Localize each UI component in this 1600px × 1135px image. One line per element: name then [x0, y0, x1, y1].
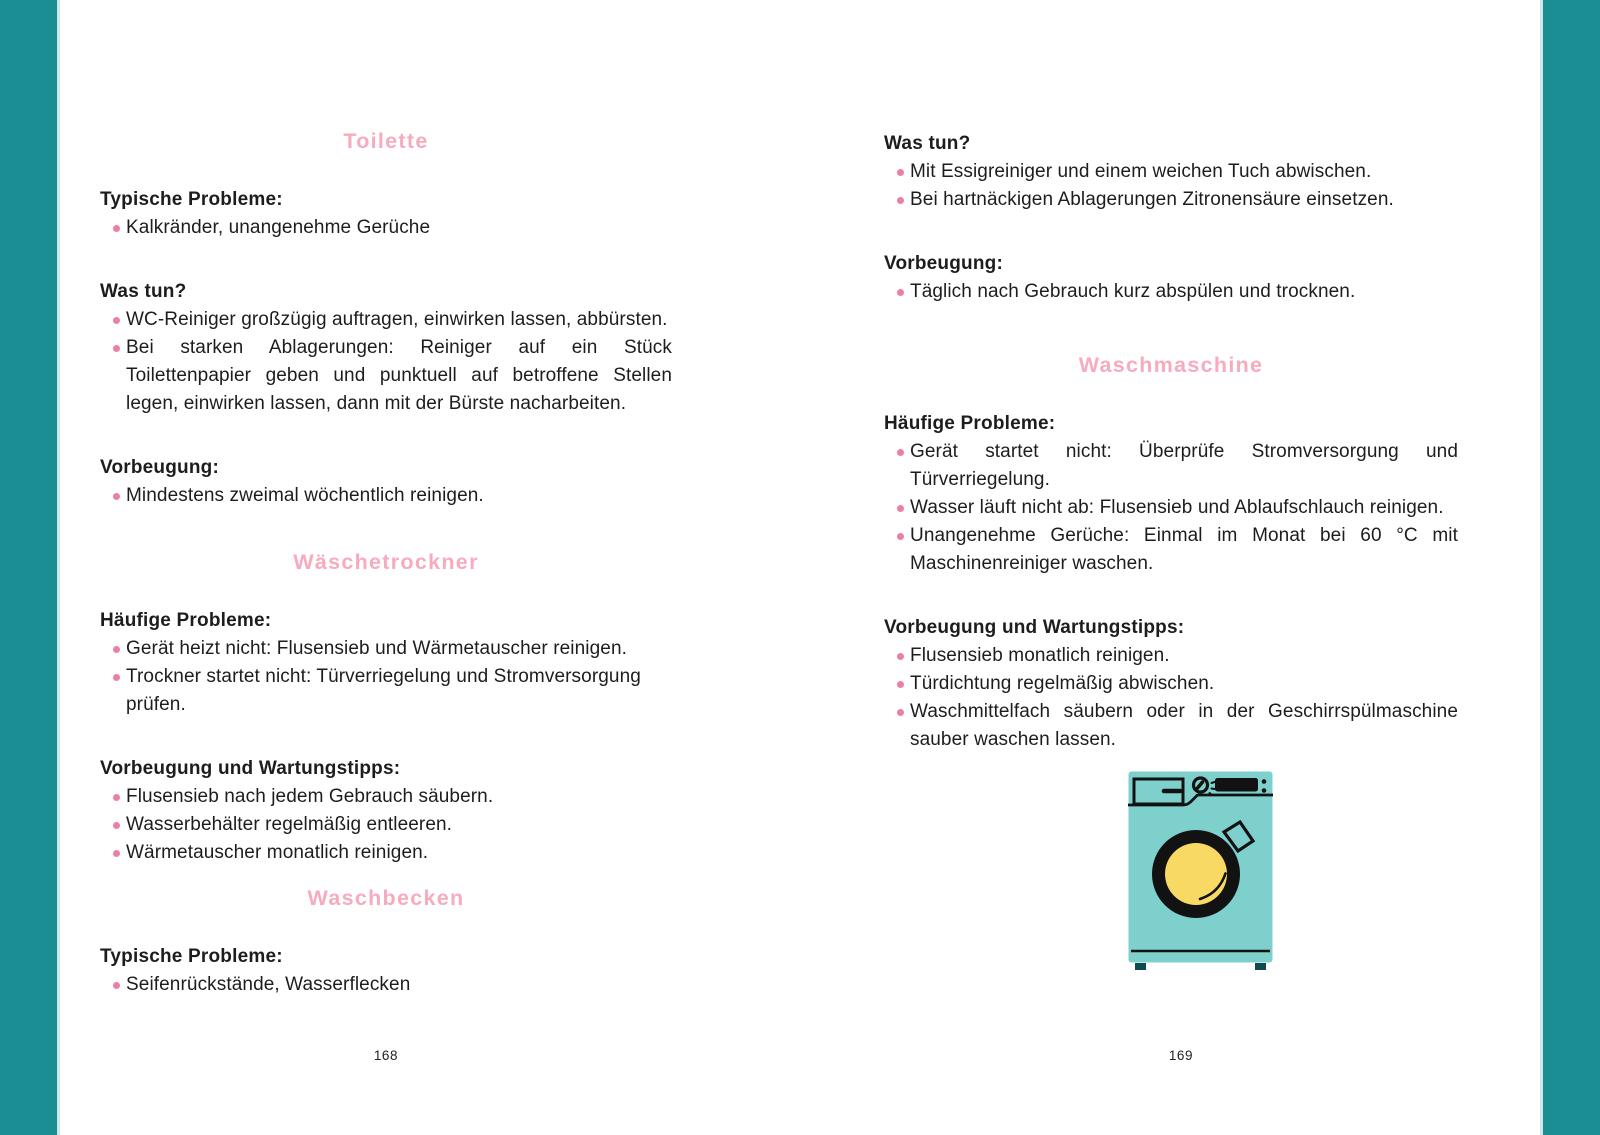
group — [884, 130, 1458, 214]
group — [100, 186, 672, 242]
left-edge-band — [0, 0, 60, 1135]
group-label: Häufige Probleme: — [100, 610, 272, 631]
page-left — [100, 0, 672, 1135]
bullet-dot-icon — [897, 533, 904, 540]
list-item — [884, 186, 1458, 214]
group — [884, 410, 1458, 578]
bullet-text: Mindestens zweimal wöchentlich reinigen. — [126, 485, 484, 506]
group-label: Was tun? — [884, 133, 971, 154]
list-item — [100, 971, 672, 999]
bullet-dot-icon — [113, 317, 120, 324]
door-window — [1165, 843, 1227, 905]
section-waeschetrockner — [100, 549, 672, 867]
group-label: Vorbeugung und Wartungstipps: — [100, 758, 401, 779]
bullet-text: Mit Essigreiniger und einem weichen Tuch abwischen. — [910, 161, 1372, 182]
group-label: Vorbeugung: — [884, 253, 1003, 274]
section-waschbecken — [100, 885, 672, 999]
bullet-dot-icon — [113, 646, 120, 653]
bullet-text: Täglich nach Gebrauch kurz abspülen und trocknen. — [910, 281, 1356, 302]
section-heading: Toilette — [343, 129, 429, 153]
indicator-dot — [1262, 788, 1267, 793]
bullet-dot-icon — [113, 982, 120, 989]
right-edge-band — [1540, 0, 1600, 1135]
bullet-text: Türdichtung regelmäßig abwischen. — [910, 673, 1215, 694]
section-heading: Wäschetrockner — [293, 550, 479, 574]
list-item — [100, 635, 672, 663]
group — [100, 943, 672, 999]
page-right — [884, 0, 1458, 1135]
bullet-dot-icon — [113, 345, 120, 352]
bullet-text: Trockner startet nicht: Türverriegelung und Stromversorgung prüfen. — [126, 666, 641, 715]
bullet-dot-icon — [897, 653, 904, 660]
section-heading: Waschbecken — [307, 886, 465, 910]
group-label: Vorbeugung und Wartungstipps: — [884, 617, 1185, 638]
bullet-text: Unangenehme Gerüche: Einmal im Monat bei 60 °C mit Maschinenreiniger waschen. — [910, 525, 1458, 574]
bullet-dot-icon — [113, 850, 120, 857]
bullet-dot-icon — [113, 822, 120, 829]
group-label: Typische Probleme: — [100, 189, 283, 210]
page-number-left: 168 — [373, 1048, 399, 1063]
bullet-dot-icon — [897, 289, 904, 296]
group — [100, 607, 672, 719]
bullet-text: Bei hartnäckigen Ablagerungen Zitronensäure einsetzen. — [910, 189, 1394, 210]
bullet-dot-icon — [113, 225, 120, 232]
bullet-text: Wasserbehälter regelmäßig entleeren. — [126, 814, 453, 835]
washing-machine-illustration — [1128, 771, 1273, 971]
list-item — [884, 494, 1458, 522]
bullet-dot-icon — [897, 197, 904, 204]
group-label: Häufige Probleme: — [884, 413, 1056, 434]
list-item — [884, 698, 1458, 754]
list-item — [100, 839, 672, 867]
group — [100, 755, 672, 867]
list-item — [100, 306, 672, 334]
list-item — [100, 663, 672, 719]
bullet-dot-icon — [897, 709, 904, 716]
list-item — [884, 670, 1458, 698]
indicator-dot — [1262, 779, 1267, 784]
list-item — [884, 158, 1458, 186]
bullet-text: Waschmittelfach säubern oder in der Geschirrspülmaschine sauber waschen lassen. — [910, 701, 1458, 750]
group — [100, 278, 672, 418]
list-item — [884, 522, 1458, 578]
bullet-text: Flusensieb nach jedem Gebrauch säubern. — [126, 786, 494, 807]
bullet-dot-icon — [897, 505, 904, 512]
bullet-text: Wasser läuft nicht ab: Flusensieb und Ablaufschlauch reinigen. — [910, 497, 1444, 518]
list-item — [884, 642, 1458, 670]
section-toilette — [100, 128, 672, 510]
section-heading: Waschmaschine — [1078, 353, 1264, 377]
bullet-dot-icon — [113, 493, 120, 500]
bullet-dot-icon — [113, 674, 120, 681]
machine-foot — [1255, 963, 1266, 970]
list-item — [884, 438, 1458, 494]
machine-foot — [1135, 963, 1146, 970]
bullet-dot-icon — [897, 169, 904, 176]
page-number-right: 169 — [1168, 1048, 1194, 1063]
group-label: Vorbeugung: — [100, 457, 219, 478]
bullet-text: Seifenrückstände, Wasserflecken — [126, 974, 411, 995]
section-waschmaschine — [884, 352, 1458, 754]
bullet-text: Bei starken Ablagerungen: Reiniger auf ein Stück Toilettenpapier geben und punktuell auf betroffene Stellen legen, einwirken lassen, dann mit der Bürste nacharbeiten. — [126, 337, 672, 414]
group — [884, 614, 1458, 754]
group — [884, 250, 1458, 306]
list-item — [100, 482, 672, 510]
bullet-dot-icon — [897, 449, 904, 456]
list-item — [884, 278, 1458, 306]
list-item — [100, 334, 672, 418]
bullet-text: Wärmetauscher monatlich reinigen. — [126, 842, 429, 863]
bullet-text: Gerät startet nicht: Überprüfe Stromversorgung und Türverriegelung. — [910, 441, 1458, 490]
group-label: Typische Probleme: — [100, 946, 283, 967]
group — [100, 454, 672, 510]
section-waschbecken-continued — [884, 130, 1458, 306]
bullet-text: Flusensieb monatlich reinigen. — [910, 645, 1170, 666]
bullet-text: Kalkränder, unangenehme Gerüche — [126, 217, 431, 238]
list-item — [100, 783, 672, 811]
display-panel — [1215, 778, 1258, 792]
bullet-dot-icon — [897, 681, 904, 688]
group-label: Was tun? — [100, 281, 187, 302]
bullet-text: WC-Reiniger großzügig auftragen, einwirken lassen, abbürsten. — [126, 309, 668, 330]
bullet-text: Gerät heizt nicht: Flusensieb und Wärmetauscher reinigen. — [126, 638, 627, 659]
bullet-dot-icon — [113, 794, 120, 801]
list-item — [100, 214, 672, 242]
list-item — [100, 811, 672, 839]
